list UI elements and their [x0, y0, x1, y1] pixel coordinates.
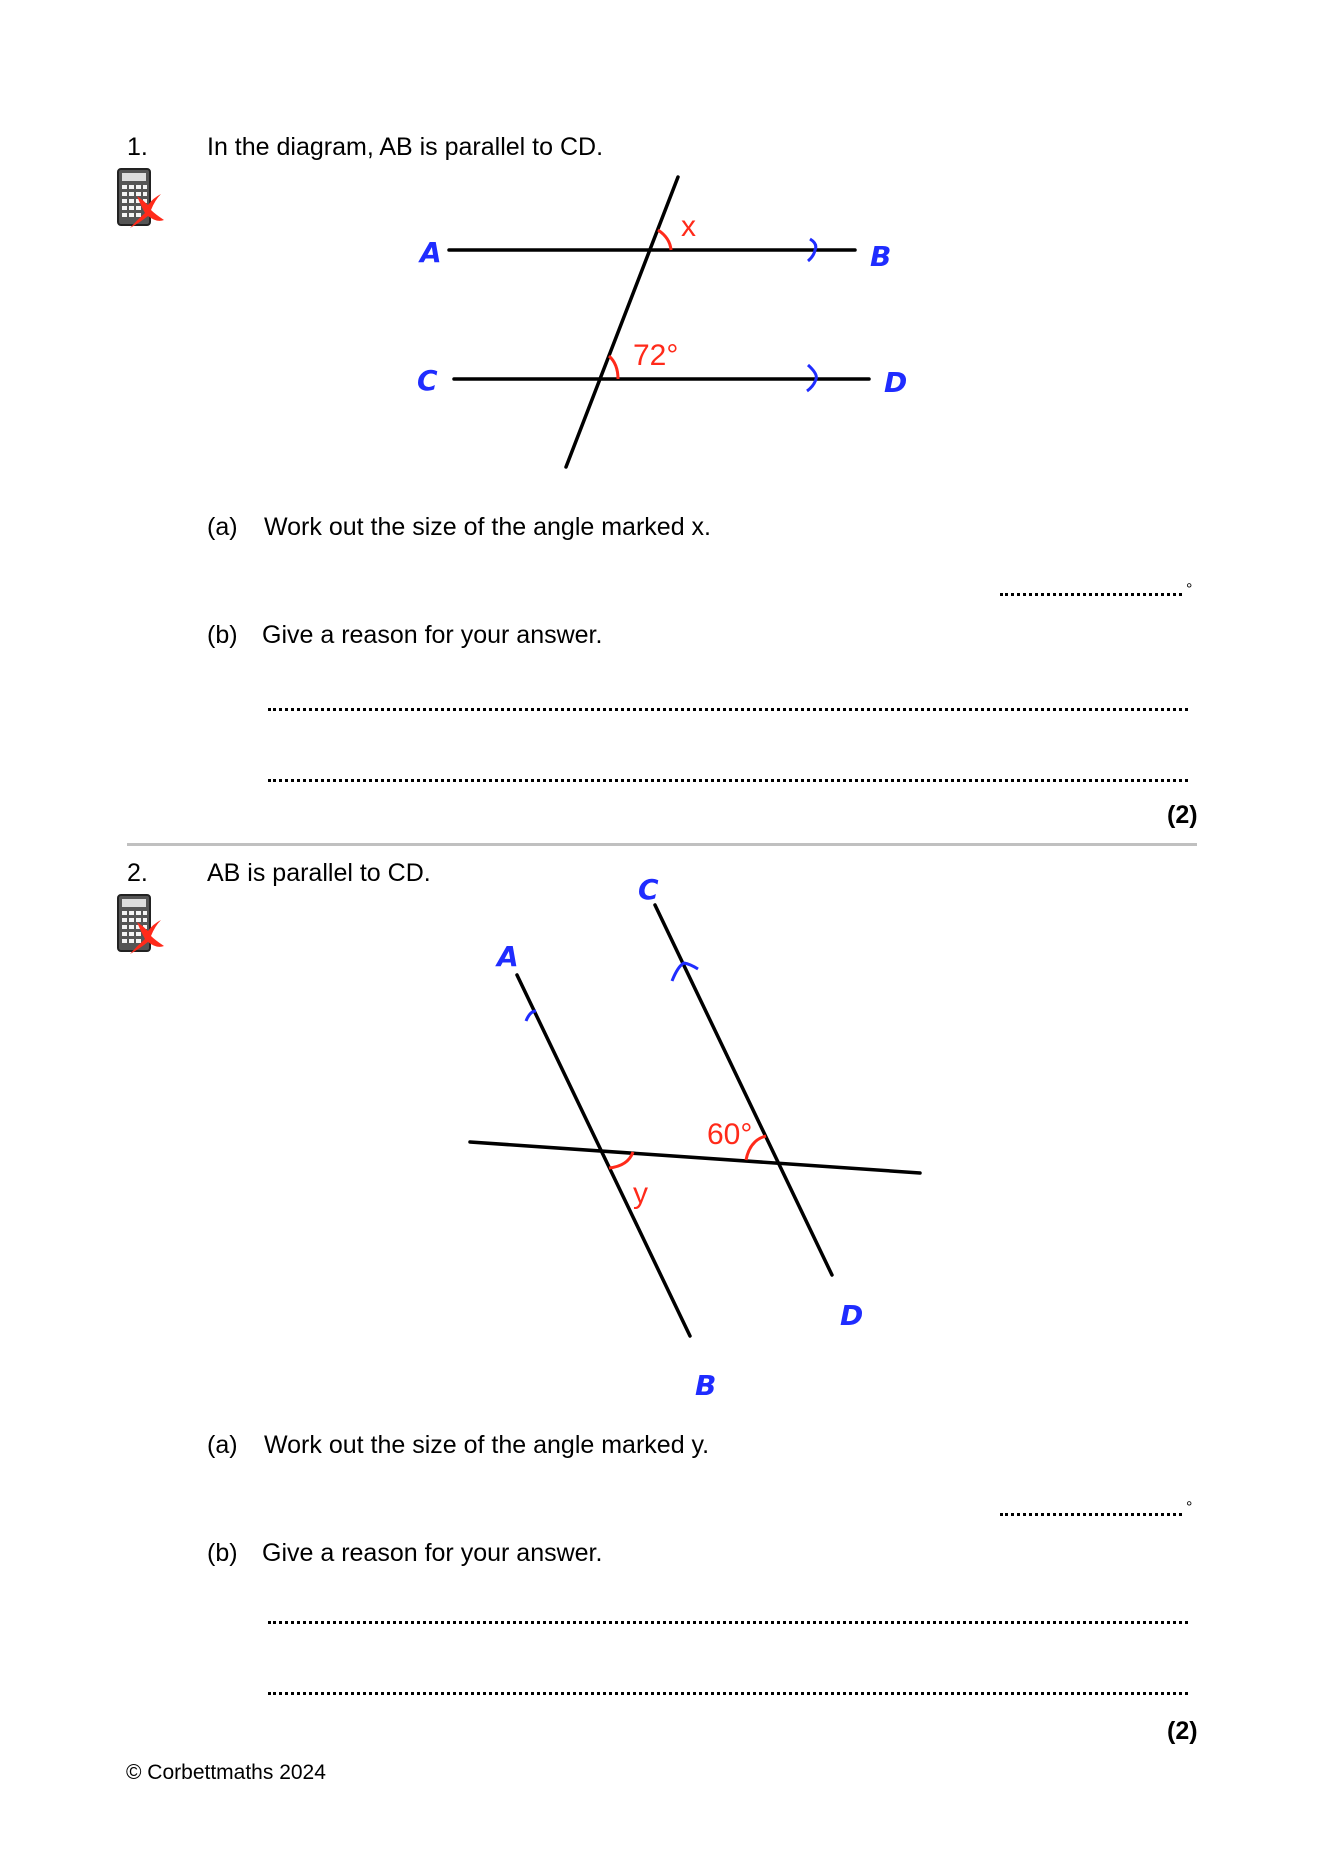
point-label-c: C: [417, 364, 438, 397]
point-label-a: A: [420, 236, 442, 269]
parallel-arrow-icon: [526, 1011, 536, 1021]
point-label-d: D: [840, 1299, 864, 1332]
point-label-d: D: [884, 366, 908, 399]
part-a-text: Work out the size of the angle marked y.: [264, 1431, 710, 1459]
marks-badge: (2): [1167, 801, 1198, 829]
point-label-b: B: [870, 240, 892, 273]
part-a-text: Work out the size of the angle marked x.: [264, 513, 711, 541]
degree-unit: °: [1186, 1499, 1193, 1516]
part-a-label: (a): [207, 1431, 238, 1459]
transversal: [470, 1142, 920, 1173]
part-b-text: Give a reason for your answer.: [262, 621, 603, 649]
answer-field-a[interactable]: [1000, 1513, 1182, 1516]
question-stem: In the diagram, AB is parallel to CD.: [207, 133, 604, 161]
part-b-text: Give a reason for your answer.: [262, 1539, 603, 1567]
copyright-footer: © Corbettmaths 2024: [126, 1761, 326, 1784]
point-label-a: A: [497, 940, 519, 973]
reason-line-1[interactable]: [268, 1621, 1188, 1624]
degree-unit: °: [1186, 581, 1193, 598]
point-label-b: B: [695, 1369, 717, 1402]
part-b-label: (b): [207, 1539, 238, 1567]
question-number: 2.: [127, 859, 148, 887]
part-b-label: (b): [207, 621, 238, 649]
part-a-label: (a): [207, 513, 238, 541]
marks-badge: (2): [1167, 1717, 1198, 1745]
question-number: 1.: [127, 133, 148, 161]
point-label-c: C: [638, 873, 659, 906]
line-cd: [655, 905, 832, 1275]
given-angle-label: 72°: [633, 339, 679, 372]
question-stem: AB is parallel to CD.: [207, 859, 431, 887]
given-angle-label: 60°: [707, 1118, 753, 1151]
unknown-angle-label: y: [633, 1177, 648, 1210]
reason-line-2[interactable]: [268, 1692, 1188, 1695]
unknown-angle-label: x: [681, 210, 696, 243]
